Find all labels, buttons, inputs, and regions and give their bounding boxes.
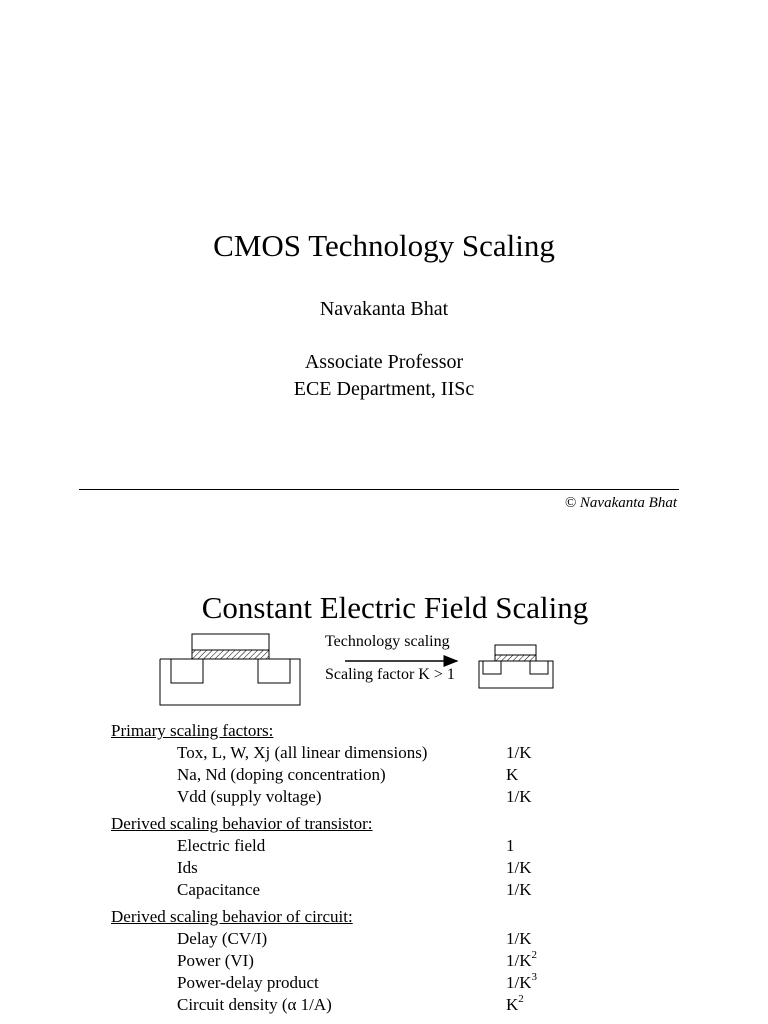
section-heading-circuit: Derived scaling behavior of circuit: [111,907,353,926]
row-label: Capacitance [177,880,261,899]
row-value: K [506,765,519,784]
row-label: Tox, L, W, Xj (all linear dimensions) [177,743,428,762]
table-row [177,743,577,765]
row-label: Vdd (supply voltage) [177,787,322,806]
row-label: Delay (CV/I) [177,929,268,948]
author-name: Navakanta Bhat [319,298,449,320]
section-heading-transistor: Derived scaling behavior of transistor: [111,814,373,833]
slide1-title: CMOS Technology Scaling [213,228,555,263]
table-row [177,995,577,1017]
row-label: Electric field [177,836,266,855]
scaling-factor-label: Scaling factor K > 1 [325,666,455,683]
row-value: $1/K^2$ [506,949,537,970]
table-row [177,836,577,858]
row-value: $K^2$ [506,993,524,1014]
row-label: Power-delay product [177,973,319,992]
row-value: $1/K^3$ [506,971,537,992]
table-row [177,973,577,995]
row-label: Na, Nd (doping concentration) [177,765,386,784]
exponent: 2 [518,993,524,1005]
row-value: 1/K [506,743,532,762]
row-value: 1/K [506,929,532,948]
row-value: 1/K [506,787,532,806]
section-heading-primary: Primary scaling factors: [111,721,274,740]
table-row [177,929,577,951]
table-row [177,951,577,973]
author-department: ECE Department, IISc [293,378,475,400]
slide-divider [79,489,679,490]
row-value: 1 [506,836,515,855]
row-label: Circuit density (α 1/A) [177,995,332,1014]
row-value: 1/K [506,858,532,877]
technology-scaling-label: Technology scaling [325,633,450,650]
table-row [177,858,577,880]
slide2-title: Constant Electric Field Scaling [201,590,589,625]
small-transistor [479,645,553,688]
author-position: Associate Professor [304,351,464,373]
copyright-notice: © Navakanta Bhat [564,495,677,511]
table-row [177,765,577,787]
exponent: 2 [531,949,537,961]
table-row [177,787,577,809]
large-transistor [160,634,300,705]
row-label: Ids [177,858,198,877]
table-row [177,880,577,902]
exponent: 3 [531,971,537,983]
row-value: 1/K [506,880,532,899]
row-label: Power (VI) [177,951,254,970]
